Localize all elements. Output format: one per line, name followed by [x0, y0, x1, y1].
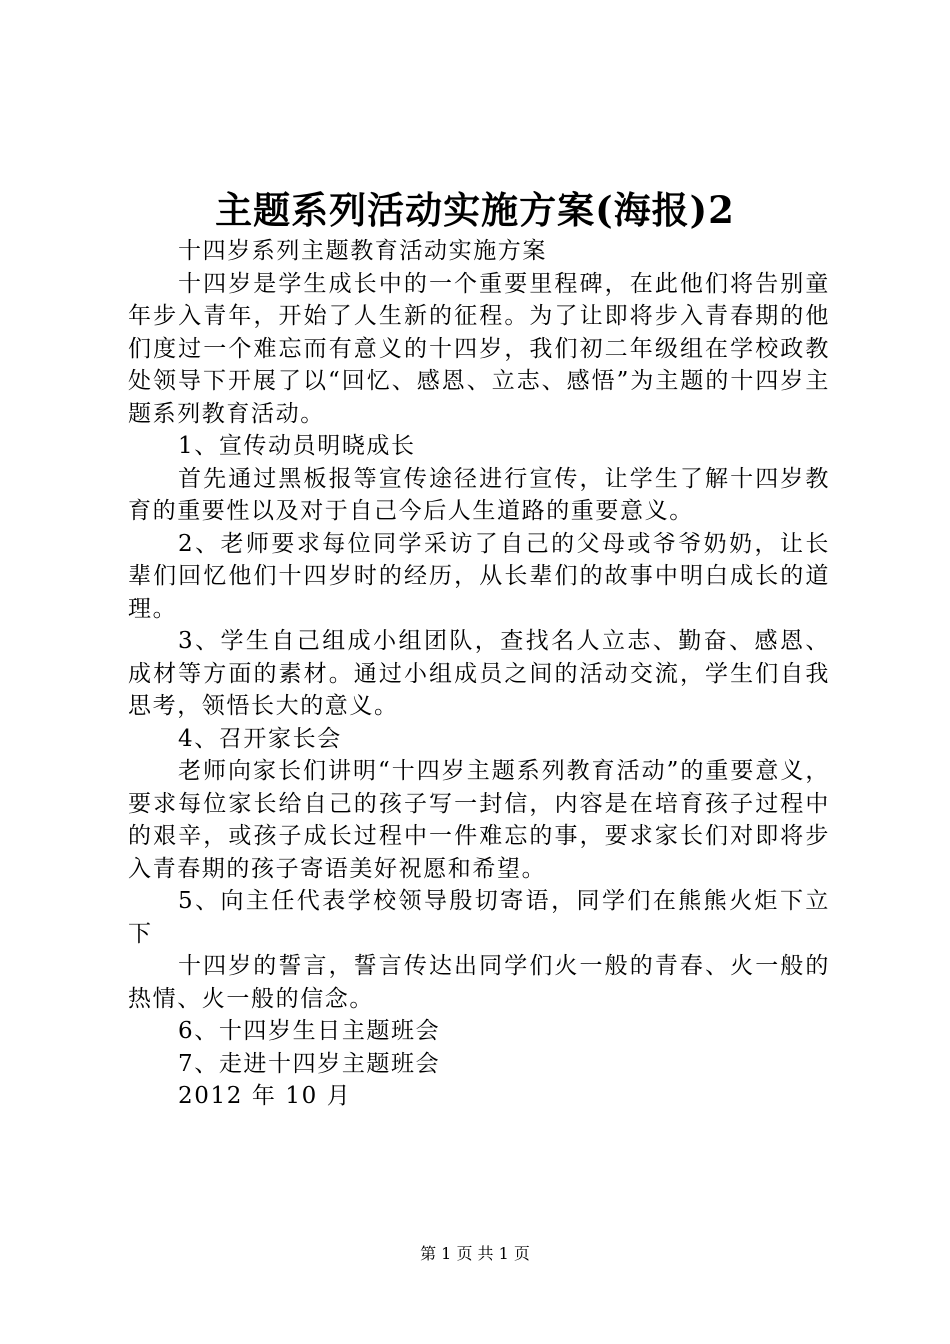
- paragraph-date: 2012 年 10 月: [178, 1083, 352, 1109]
- paragraph-item-6: 6、十四岁生日主题班会: [178, 1018, 441, 1044]
- paragraph-item-4-detail: 老师向家长们讲明“十四岁主题系列教育活动”的重要意义，要求每位家长给自己的孩子写一封信，内容是在培育孩子过程中的艰辛，或孩子成长过程中一件难忘的事，要求家长们对即将步入青春期的孩子寄语美好祝愿和希望。: [128, 758, 830, 882]
- paragraph-item-5: 5、向主任代表学校领导殷切寄语，同学们在熊熊火炬下立下: [128, 888, 830, 947]
- paragraph-item-7: 7、走进十四岁主题班会: [178, 1050, 441, 1077]
- document-body: [128, 235, 830, 1113]
- paragraph-item-1-detail: 首先通过黑板报等宣传途径进行宣传，让学生了解十四岁教育的重要性以及对于自己今后人生道路的重要意义。: [128, 465, 830, 524]
- paragraph-item-2: 2、老师要求每位同学采访了自己的父母或爷爷奶奶，让长辈们回忆他们十四岁时的经历，从长辈们的故事中明白成长的道理。: [128, 530, 830, 622]
- page-footer: 第 1 页 共 1 页: [420, 1244, 530, 1263]
- document-title: 主题系列活动实施方案(海报)2: [215, 188, 735, 232]
- paragraph-subtitle: 十四岁系列主题教育活动实施方案: [178, 238, 547, 264]
- paragraph-intro: 十四岁是学生成长中的一个重要里程碑，在此他们将告别童年步入青年，开始了人生新的征程。为了让即将步入青春期的他们度过一个难忘而有意义的十四岁，我们初二年级组在学校政教处领导下开展了以“回忆、感恩、立志、感悟”为主题的十四岁主题系列教育活动。: [128, 270, 830, 427]
- paragraph-item-5-detail: 十四岁的誓言，誓言传达出同学们火一般的青春、火一般的热情、火一般的信念。: [128, 953, 830, 1012]
- paragraph-item-4: 4、召开家长会: [178, 725, 342, 752]
- paragraph-item-3: 3、学生自己组成小组团队，查找名人立志、勤奋、感恩、成材等方面的素材。通过小组成员之间的活动交流，学生们自我思考，领悟长大的意义。: [128, 628, 830, 719]
- paragraph-item-1: 1、宣传动员明晓成长: [178, 433, 416, 459]
